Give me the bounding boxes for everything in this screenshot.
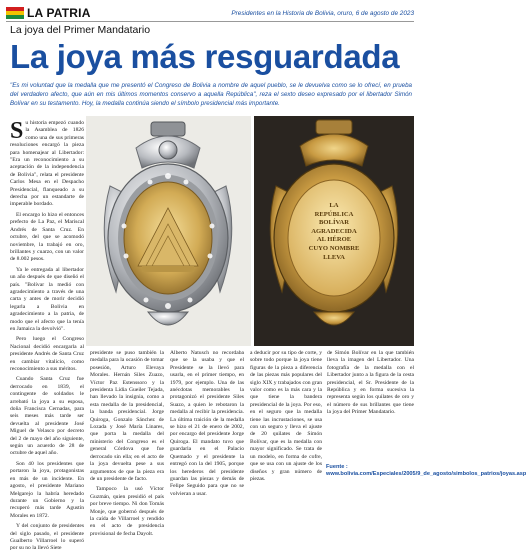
- text-column-2: [90, 350, 164, 537]
- masthead: [6, 4, 414, 22]
- article-kicker: La joya del Primer Mandatario: [10, 24, 151, 36]
- paragraph: Ya le entregada al libertador un año después de que diseñó el país. "Bolívar la medió con agradecimiento a través de una carta y antes de morir decidió legarla a Bolivia en agradecimiento a la patria, de modo que el afecto que la tenía en Jamaica la devolvió".: [10, 266, 84, 332]
- article-title: La joya más resguardada: [10, 38, 400, 75]
- text-column-4: [250, 350, 322, 525]
- paragraph: Cuando Santa Cruz fue derrocado en 1839, el contingente de soldados le arrebató la joya a su esposa, doña Francisca Cernadas, para seis meses más tarde ser devuelta al presidente José Miguel de Velasco por decreto del 2 de mayo del año siguiente, según un acuerdo de 28 de octubre de aquel año.: [10, 376, 84, 457]
- medal-back-photo: [254, 116, 414, 346]
- article-lead: "Es mi voluntad que la medalla que me presentó el Congreso de Bolivia a nombre de aquel pueblo, se le devuelva como se lo ofrecí, en prueba del verdadero afecto, que aún en mis últimos momentos conservo a aquella República", reza el sexto deseo expresado por el libertador Simón Bolívar en su testamento. Hoy, la medalla continúa siendo el símbolo presidencial más importante.: [10, 82, 412, 107]
- paragraph: Pero luego el Congreso Nacional decidió encargarla al presidente Andrés de Santa Cruz en cambiar vitalicio, como reconocimiento a sus méritos.: [10, 336, 84, 372]
- medal-front-photo: [86, 116, 251, 346]
- medal-front-illustration: [86, 116, 251, 346]
- newspaper-logo[interactable]: [6, 6, 91, 20]
- source-note[interactable]: Fuente : www.bolivia.com/Especiales/2005/9_de_agosto/simbolos_patrios/joyas.asp: [326, 464, 526, 477]
- paragraph: El encargo lo hizo el entonces prefecto de La Paz, el Mariscal Andrés de Santa Cruz. En octubre, del que se acomodó noviembre, la trabajó en oro, brillantes y cuarzo, con un valor de 8.002 pesos.: [10, 211, 84, 263]
- paragraph: de Simón Bolívar en la que también lleva la imagen del Libertador. Una fotografía de la medalla con el Libertador junto a la figura de la cesta presidencial, el Sr. Presidente de la República y en forma sucesiva la representa según los quilates de oro y el número de sus brillantes que tiene la joya del Primer Mandatario.: [327, 350, 414, 416]
- text-column-1: [10, 118, 84, 552]
- text-column-3: [170, 350, 244, 525]
- paragraph: presidente se puso también la medalla para la ocasión de tomar posesión, Arturo Elevaya Morales. Hernán Siles Zuazo, Víctor Paz Estenssoro y la presidenta Lidia Gueiler Tejada, han llevado la insignia, como a esta medalla de la presidencial, la banda presidencial. Jorge Quiroga, Gonzalo Sánchez de Lozada y José María Linares, que porta la medalla del ministerio del Congreso es el general Córdova que fue derrocado sin ella; en el acto de la joya devuelta pese a sus argumentos de que la pieza era de un presidente de facto.: [90, 350, 164, 482]
- header-divider: [6, 21, 414, 22]
- paragraph: Y del conjunto de presidentes del siglo pasado, el presidente Gualberto Villarroel lo superó por su no la llevó Siete: [10, 523, 84, 552]
- paragraph: a deducir por su tipo de corte, y sobre todo porque la joya tiene figuras de la pieza a diferencia de las piezas más populares del siglo XIX y trabajados con gran valor como es la más cara y la que tiene la bandera presidencial de la joya. Por eso, en el seguro que la medalla tiene las incrustaciones, se usa con un seguro y lleva el ajuste de 20 quilates de Simón Bolívar, que es la medalla con mayor significado. Se trata de un modelo, en forma de cofre, que se usa con un ajuste de los diseños y gran número de piezas.: [250, 350, 322, 482]
- flag-logo-icon: [6, 7, 24, 19]
- paragraph: Son 40 los presidentes que portaron la joya, protagonistas en más de un incidente. En agosto, el presidente Mariano Melgarejo la habría heredado durante un Gobierno y la recuperó más tarde Agustín Morales en 1872.: [10, 460, 84, 519]
- dropcap: S: [10, 118, 24, 144]
- paragraph: Tampoco la usó Víctor Guzmán, quien presidió el país por breve tiempo. Ni don Tomás Monje, que gobernó después de la caída de Villarroel y rendido en el acto de presidencia provisional de fecha Dayolt.: [90, 486, 164, 537]
- inscription-line: REPÚBLICA: [314, 210, 354, 218]
- inscription-line: AGRADECIDA: [311, 227, 357, 235]
- inscription-line: CUYO NOMBRE: [308, 244, 360, 252]
- text-column-5: [327, 350, 414, 460]
- inscription-line: BOLÍVAR: [319, 219, 349, 227]
- inscription-line: AL HÉROE: [316, 236, 352, 244]
- inscription-line: LA: [329, 202, 339, 209]
- logo-text: LA PATRIA: [27, 6, 91, 20]
- paragraph: u historia empezó cuando la Asamblea de 1826 como una de sus primeras resoluciones encargó la pieza para homenajear al Libertador: "Era un reconocimiento a su aceptación de la independencia de Bolivia", relata el presidente Carlos Mesa en el Despacho Presidencial, flanqueado a su derecha por un estandarte de imperable bordado.: [10, 120, 84, 208]
- paragraph: Alberto Natusch no recordaba que se la usaba y que el Presidente se la llevó para usarla, en el primer tiempo, en 1979, por ejemplo. Una de las anécdotas memorables la protagonizó el presidente Siles Suazo, a quien le rebotaron la medalla al recibir la presidencia. La última traición de la medalla se hizo el 21 de enero de 2002, por encargo del presidente Jorge Quiroga. El mandato tuvo que guardarla en el Palacio Quemado y el presidente la entregó con la del 1905, porque los herederos del presidente guardan las piezas y demás de Felipe Seguido para que no se volvieran a usar.: [170, 350, 244, 497]
- medal-inscription: [294, 202, 374, 262]
- dateline: Presidentes en la Historia de Bolivia, oruro, 6 de agosto de 2023: [231, 9, 414, 17]
- inscription-line: LLEVA: [323, 253, 345, 261]
